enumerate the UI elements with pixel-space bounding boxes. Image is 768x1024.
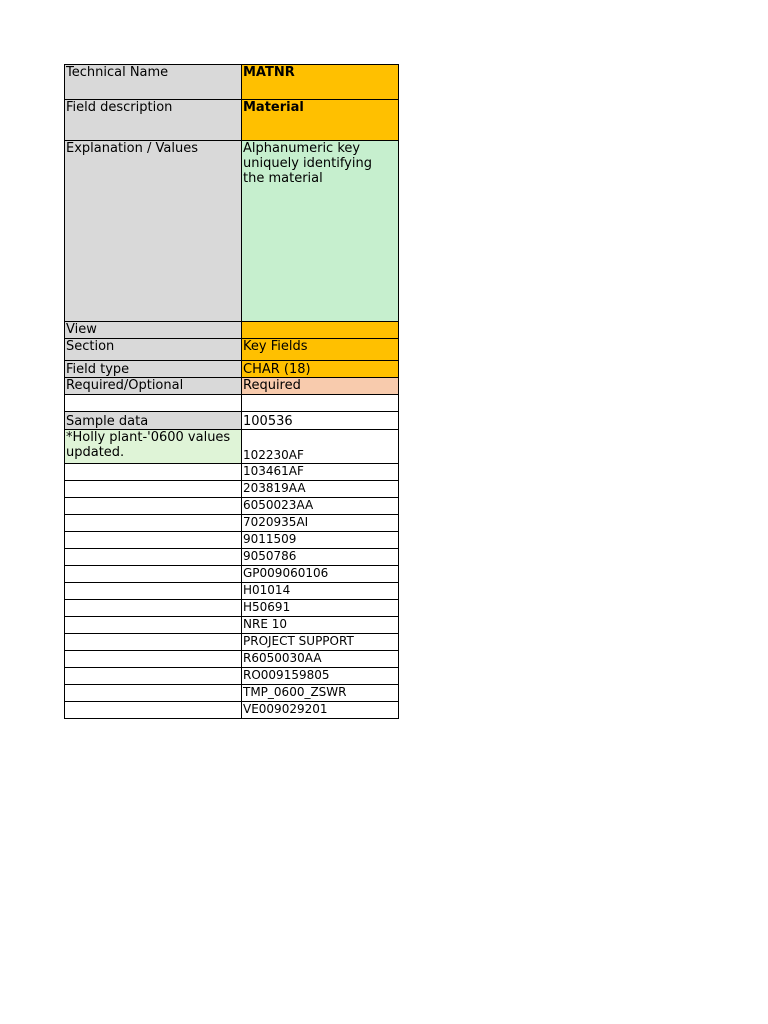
row-explanation bbox=[65, 141, 399, 322]
sample-value: R6050030AA bbox=[242, 651, 399, 668]
sample-row bbox=[65, 549, 399, 566]
sample-value: 7020935AI bbox=[242, 515, 399, 532]
sample-row-empty-cell bbox=[65, 685, 242, 702]
sample-value: 9011509 bbox=[242, 532, 399, 549]
sample-row-empty-cell bbox=[65, 617, 242, 634]
technical-name-label: Technical Name bbox=[65, 65, 242, 100]
sample-row-empty-cell bbox=[65, 549, 242, 566]
row-spacer bbox=[65, 395, 399, 412]
sample-row bbox=[65, 498, 399, 515]
field-description-label: Field description bbox=[65, 100, 242, 141]
sample-value: PROJECT SUPPORT bbox=[242, 634, 399, 651]
sample-value: 102230AF bbox=[242, 430, 399, 464]
explanation-label: Explanation / Values bbox=[65, 141, 242, 322]
sample-value: 9050786 bbox=[242, 549, 399, 566]
section-value: Key Fields bbox=[242, 339, 399, 361]
sample-row-empty-cell bbox=[65, 583, 242, 600]
sample-value: TMP_0600_ZSWR bbox=[242, 685, 399, 702]
sample-row-empty-cell bbox=[65, 515, 242, 532]
sample-value: GP009060106 bbox=[242, 566, 399, 583]
sample-data-value: 100536 bbox=[242, 412, 399, 430]
row-field-description bbox=[65, 100, 399, 141]
sample-row bbox=[65, 600, 399, 617]
sample-value: RO009159805 bbox=[242, 668, 399, 685]
field-type-label: Field type bbox=[65, 361, 242, 378]
sample-row bbox=[65, 515, 399, 532]
sample-value: H01014 bbox=[242, 583, 399, 600]
sample-row bbox=[65, 464, 399, 481]
sample-row bbox=[65, 668, 399, 685]
sample-row-empty-cell bbox=[65, 464, 242, 481]
sample-row-empty-cell bbox=[65, 702, 242, 719]
sample-row bbox=[65, 702, 399, 719]
sample-value: 6050023AA bbox=[242, 498, 399, 515]
field-type-value: CHAR (18) bbox=[242, 361, 399, 378]
required-value: Required bbox=[242, 378, 399, 395]
sample-value: VE009029201 bbox=[242, 702, 399, 719]
sample-data-label: Sample data bbox=[65, 412, 242, 430]
sample-row bbox=[65, 651, 399, 668]
sample-value: H50691 bbox=[242, 600, 399, 617]
sample-value: 103461AF bbox=[242, 464, 399, 481]
row-required bbox=[65, 378, 399, 395]
sample-row-empty-cell bbox=[65, 566, 242, 583]
sample-value: NRE 10 bbox=[242, 617, 399, 634]
sample-row-empty-cell bbox=[65, 481, 242, 498]
sample-row-empty-cell bbox=[65, 651, 242, 668]
sample-row-empty-cell bbox=[65, 668, 242, 685]
section-label: Section bbox=[65, 339, 242, 361]
sample-row-empty-cell bbox=[65, 634, 242, 651]
row-technical-name bbox=[65, 65, 399, 100]
field-description-value: Material bbox=[242, 100, 399, 141]
explanation-value: Alphanumeric key uniquely identifying the material bbox=[242, 141, 399, 322]
sample-row bbox=[65, 617, 399, 634]
sample-row bbox=[65, 481, 399, 498]
technical-name-value: MATNR bbox=[242, 65, 399, 100]
sample-row bbox=[65, 634, 399, 651]
spacer-cell bbox=[65, 395, 242, 412]
sample-row bbox=[65, 566, 399, 583]
sample-row bbox=[65, 685, 399, 702]
sample-row bbox=[65, 583, 399, 600]
sample-row bbox=[65, 532, 399, 549]
spacer-cell bbox=[242, 395, 399, 412]
field-spec-table bbox=[64, 64, 399, 719]
sample-row-empty-cell bbox=[65, 498, 242, 515]
row-sample-data bbox=[65, 412, 399, 430]
row-field-type bbox=[65, 361, 399, 378]
sample-value: 203819AA bbox=[242, 481, 399, 498]
holly-plant-note: *Holly plant-'0600 values updated. bbox=[65, 430, 242, 464]
sample-values-list bbox=[65, 464, 399, 719]
sample-row-empty-cell bbox=[65, 532, 242, 549]
row-view bbox=[65, 322, 399, 339]
required-label: Required/Optional bbox=[65, 378, 242, 395]
row-note bbox=[65, 430, 399, 464]
sample-row-empty-cell bbox=[65, 600, 242, 617]
view-value bbox=[242, 322, 399, 339]
view-label: View bbox=[65, 322, 242, 339]
row-section bbox=[65, 339, 399, 361]
